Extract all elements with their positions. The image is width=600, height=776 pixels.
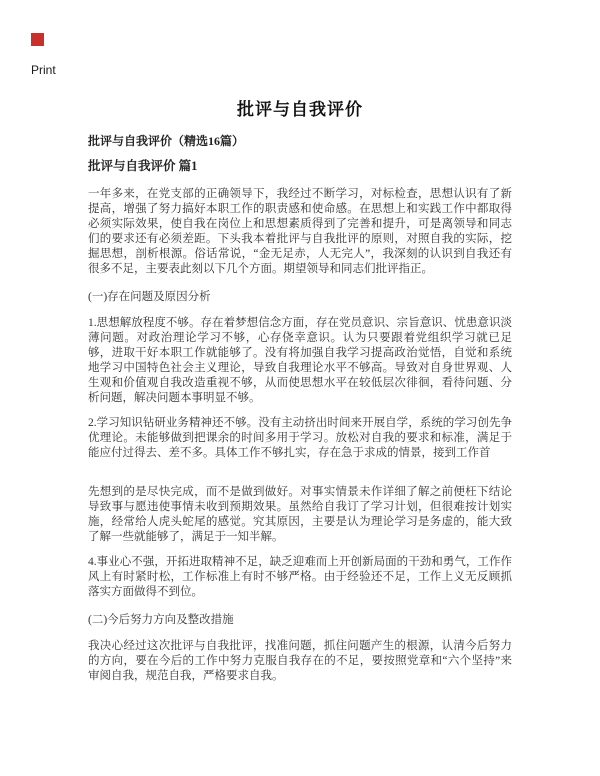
- red-marker-icon: [31, 33, 44, 46]
- paragraph-problem-4: 4.事业心不强，开拓进取精神不足，缺乏迎难而上开创新局面的干劲和勇气，工作作风上有时紧时松，工作标准上有时不够严格。由于经验还不足，工作上义无反顾抓落实方面做得不到位。: [88, 556, 512, 598]
- print-link[interactable]: Print: [31, 63, 56, 77]
- section-heading-measures: (二)今后努力方向及整改措施: [88, 614, 234, 626]
- piece-1-heading: 批评与自我评价 篇1: [88, 159, 198, 173]
- paragraph-problem-2: 2.学习知识钻研业务精神还不够。没有主动挤出时间来开展自学，系统的学习创先争优理论。未能够做到把课余的时间多用于学习。放松对自我的要求和标准，满足于能应付过得去、差不多。具体工作不够扎实，存在急于求成的情景，接到工作首: [88, 417, 512, 459]
- paragraph-problem-1: 1.思想解放程度不够。存在着梦想信念方面，存在党员意识、宗旨意识、忧患意识淡薄问题。对政治理论学习不够，心存侥幸意识。认为只要跟着党组织学习就已足够，进取干好本职工作就能够了。没有将加强自我学习提高政治觉悟，自觉和系统地学习中国特色社会主义理论，导致自我理论水平不够高。导致对自身世界观、人生观和价值观自我改造重视不够，从而使思想水平在较低层次徘徊，看待问题、分析问题，解决问题本事明显不够。: [88, 317, 512, 404]
- article-subtitle: 批评与自我评价（精选16篇）: [88, 134, 245, 148]
- paragraph-measures: 我决心经过这次批评与自我批评，找准问题，抓住问题产生的根源，认清今后努力的方向，要在今后的工作中努力克服自我存在的不足，要按照党章和“六个坚持”来审阅自我，规范自我，严格要求自我。: [88, 640, 512, 682]
- section-heading-problems: (一)存在问题及原因分析: [88, 291, 211, 303]
- paragraph-intro: 一年多来，在党支部的正确领导下，我经过不断学习，对标检查，思想认识有了新提高，增强了努力搞好本职工作的职责感和使命感。在思想上和实践工作中都取得必须实际效果，使自我在岗位上和思想素质得到了完善和提升，可是离领导和同志们的要求还有必须差距。下头我本着批评与自我批评的原则，对照自我的实际，挖掘思想，剖析根源。俗话常说，“金无足赤，人无完人”，我深刻的认识到自我还有很多不足，主要表此刻以下几个方面。期望领导和同志们批评指正。: [88, 188, 512, 275]
- paragraph-problem-2-continued: 先想到的是尽快完成，而不是做到做好。对事实情景未作详细了解之前便枉下结论导致事与愿违使事情未收到预期效果。虽然给自我订了学习计划，但很难按计划实施，经常给人虎头蛇尾的感觉。究其原因，主要是认为理论学习是务虚的，能大致了解一些就能够了，满足于一知半解。: [88, 486, 512, 543]
- page-title: 批评与自我评价: [237, 100, 363, 119]
- article-content: [88, 134, 512, 684]
